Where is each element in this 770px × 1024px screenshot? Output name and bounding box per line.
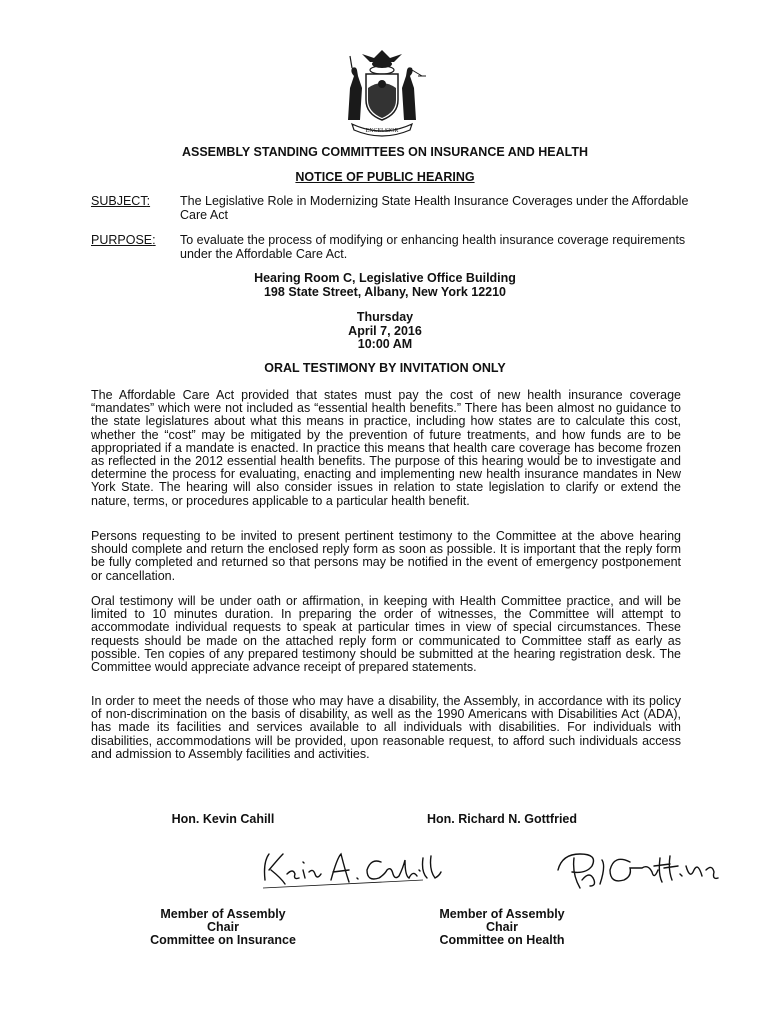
notice-page: EXCELSIOR ASSEMBLY STANDING COMMITTEES ON INSURANCE AND HEALTH NOTICE OF PUBLIC HEARING SUBJECT: The Legislative Role in Modernizing State Health Insurance Coverages under the Affordable Care Act PURPOSE: To evaluate the process of modifying or enhancing health insurance coverage requirements under the Affordable Care Act. Hearing Room C, Legislative Office Building 198 State Street, Albany, New York 12210 Thursday April 7, 2016 10:00 AM ORAL TESTIMONY BY INVITATION ONLY The Affordable Care Act provided that states must pay the cost of new health insurance coverage “mandates” which were not included as “essential health benefits.” There has been almost no guidance to the state legislatures about what this means in practice, including how states are to calculate this cost, whether the “cost” may be mitigated by the prevention of future treatments, and how funds are to be appropriated if a mandate is enacted. In practice this means that health care coverage has become frozen as reflected in the 2012 essential health benefits. The purpose of this hearing would be to investigate and determine the process for evaluating, enacting and implementing new health insurance mandates in New York State. The hearing will also consider issues in relation to state legislation to clarify or extend the nature, terms, or procedures applicable to a particular health benefit. Persons requesting to be invited to present pertinent testimony to the Committee at the above hearing should complete and return the enclosed reply form as soon as possible. It is important that the reply form be fully completed and returned so that persons may be notified in the event of emergency postponement or cancellation. Oral testimony will be under oath or affirmation, in keeping with Health Committee practice, and will be limited to 10 minutes duration. In preparing the order of witnesses, the Committee will attempt to accommodate individual requests to speak at particular times in view of special circumstances. These requests should be made on the attached reply form or communicated to Committee staff as early as possible. Ten copies of any prepared testimony should be submitted at the hearing registration desk. The Committee would appreciate advance receipt of prepared statements. In order to meet the needs of those who may have a disability, the Assembly, in accordance with its policy of non-discrimination on the basis of disability, as well as the 1990 Americans with Disabilities Act (ADA), has made its facilities and services available to all individuals with disabilities. For individuals with disabilities, accommodations will be provided, upon reasonable request, to afford such individuals access and admission to Assembly facilities and activities. Hon. Kevin Cahill Member of Assembly Chair Committee on Insurance Hon. Richard N. Gottfried Member of Assembly Chair Committee on Health bbox=[0, 0, 770, 1024]
hearing-time: 10:00 AM bbox=[357, 337, 413, 351]
notice-title: NOTICE OF PUBLIC HEARING bbox=[295, 170, 475, 184]
body-paragraph: Oral testimony will be under oath or affirmation, in keeping with Health Committee practice, and will be limited to 10 minutes duration. In preparing the order of witnesses, the Committee will attempt to accommodate individual requests to speak at particular times in view of special circumstances. These requests should be made on the attached reply form or communicated to Committee staff as early as possible. Ten copies of any prepared testimony should be submitted at the hearing registration desk. The Committee would appreciate advance receipt of prepared statements. bbox=[91, 594, 681, 675]
signatory-position: Chair bbox=[486, 920, 518, 934]
signatory-committee: Committee on Insurance bbox=[150, 933, 296, 947]
signatory-position: Chair bbox=[207, 920, 239, 934]
signatory-role: Member of Assembly bbox=[439, 907, 565, 921]
handwritten-signature-gottfried bbox=[502, 840, 742, 900]
signatory-committee: Committee on Health bbox=[439, 933, 565, 947]
hearing-date: April 7, 2016 bbox=[348, 323, 422, 338]
testimony-notice: ORAL TESTIMONY BY INVITATION ONLY bbox=[264, 361, 506, 375]
hearing-address: 198 State Street, Albany, New York 12210 bbox=[263, 284, 507, 299]
hearing-schedule bbox=[0, 311, 770, 352]
purpose-text: To evaluate the process of modifying or enhancing health insurance coverage requirements under the Affordable Care Act. bbox=[180, 233, 686, 261]
hearing-day: Thursday bbox=[356, 310, 414, 324]
hearing-room: Hearing Room C, Legislative Office Building bbox=[254, 271, 516, 285]
body-paragraph: The Affordable Care Act provided that states must pay the cost of new health insurance coverage “mandates” which were not included as “essential health benefits.” There has been almost no guidance to the state legislatures about what this means in practice, including how states are to calculate this cost, whether the “cost” may be mitigated by the prevention of future treatments, and how funds are to be appropriated if a mandate is enacted. In practice this means that health care coverage has become frozen as reflected in the 2012 essential health benefits. The purpose of this hearing would be to investigate and determine the process for evaluating, enacting and implementing new health insurance mandates in New York State. The hearing will also consider issues in relation to state legislation to clarify or extend the nature, terms, or procedures applicable to a particular health benefit. bbox=[91, 388, 681, 508]
hearing-location bbox=[0, 272, 770, 299]
signatory-name: Hon. Richard N. Gottfried bbox=[427, 812, 577, 826]
subject-text: The Legislative Role in Modernizing State Health Insurance Coverages under the Affordable Care Act bbox=[180, 194, 689, 222]
purpose-label: PURPOSE bbox=[91, 233, 153, 247]
body-paragraph: Persons requesting to be invited to present pertinent testimony to the Committee at the above hearing should complete and return the enclosed reply form as soon as possible. It is important that the reply form be fully completed and returned so that persons may be notified in the event of emergency postponement or cancellation. bbox=[91, 529, 681, 583]
new-york-state-seal-icon bbox=[322, 48, 442, 138]
subject-label: SUBJECT bbox=[91, 194, 147, 208]
signatory-name: Hon. Kevin Cahill bbox=[171, 812, 275, 826]
committee-title: ASSEMBLY STANDING COMMITTEES ON INSURANCE AND HEALTH bbox=[181, 145, 589, 159]
handwritten-signature-cahill bbox=[223, 840, 463, 900]
signatory-role: Member of Assembly bbox=[160, 907, 286, 921]
body-paragraph: In order to meet the needs of those who may have a disability, the Assembly, in accordance with its policy of non-discrimination on the basis of disability, as well as the 1990 Americans with Disabilities Act (ADA), has made its facilities and services available to all individuals with disabilities. For individuals with disabilities, accommodations will be provided, upon reasonable request, to afford such individuals access and admission to Assembly facilities and activities. bbox=[91, 694, 681, 761]
seal-motto: EXCELSIOR bbox=[365, 128, 399, 134]
